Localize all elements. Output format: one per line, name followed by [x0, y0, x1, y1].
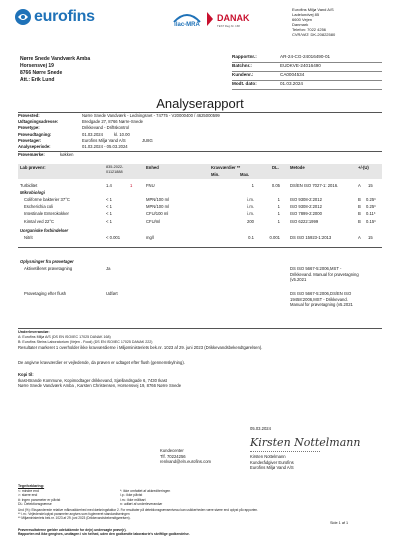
company-line: Telefon: 7022 4256 [292, 27, 327, 32]
param-unit: mg/l [146, 235, 154, 240]
meta-value: 01.03.2024 [280, 81, 303, 86]
report-meta [232, 54, 382, 90]
sample-info-extra: kl. 10.00 [114, 131, 130, 137]
param-value: < 1 [106, 204, 112, 210]
signer-block [250, 454, 294, 471]
sample-info-label: Udtagningsadresse: [18, 119, 59, 125]
param-unit: CFU/100 ml [146, 211, 169, 217]
param-method: ISO 6222:1999 [290, 218, 319, 224]
col-uncert-header: +/-(U) [358, 165, 369, 170]
param-unit: MPN/100 ml [146, 204, 170, 210]
param-max: 0.1 [248, 235, 254, 240]
footer-note: ** i.m.: Vejledende/oplyst parameter angives som fuglemeret standardiseringen [18, 512, 130, 517]
eurofins-logo [14, 8, 32, 31]
param-value: Ja [106, 266, 111, 271]
legend-item: n: udført af underleverandør [120, 501, 163, 506]
company-address [292, 7, 335, 37]
param-uncert: 0.25³ [366, 197, 376, 202]
sample-info-value: 01.03.2024 [82, 131, 103, 137]
sample-info-value: 01.03.2024 - 05.03.2024 [82, 143, 128, 149]
param-uncert: 0.11³ [366, 211, 376, 217]
addressee-attention: Att.: Erik Lund [20, 77, 55, 83]
col-limits-header: Kravværdier ** [211, 165, 241, 170]
param-value: < 1 [106, 197, 112, 202]
sample-mark-row [18, 152, 382, 158]
table-row [18, 266, 382, 290]
param-uncert: 0.25³ [366, 204, 376, 210]
company-line: Danmark [292, 22, 309, 27]
param-name: Kimtal ved 22°C [24, 218, 55, 224]
param-acc: B [358, 211, 361, 217]
meta-row [232, 54, 382, 63]
param-dl: 1 [277, 204, 280, 210]
sample-info-label: Prøvetager: [18, 137, 42, 143]
legend-item: i.p.: ikke påvist [120, 493, 143, 498]
signer-line: Eurofins Miljø Vand A/S [250, 465, 294, 471]
param-name: Intestinale Enterokokker [24, 211, 69, 217]
param-value: < 1 [106, 218, 112, 224]
param-max: i.m. [247, 211, 254, 217]
param-name: Coliforme bakterier 37°C [24, 197, 70, 202]
param-name: Nitrit [24, 235, 33, 240]
param-value: Udført [106, 291, 118, 296]
contact-line: Kundecenter [160, 448, 184, 453]
signer-line: Kunderådgiver Eurofins [250, 459, 294, 465]
table-row [18, 291, 382, 323]
param-acc: A [358, 235, 361, 240]
col-lab-header: Lab prøvenr: [20, 165, 46, 170]
param-method: DS ISO 15923-1:2013 [290, 235, 332, 240]
addressee-name: Nørre Snede Vandværk Amba [20, 56, 91, 62]
legend-block [18, 484, 44, 489]
copy-line: Nørre Snede Vandværk Amba , Karsten Christensen, Horsensvej 19, 8766 Nørre Snede [18, 383, 182, 389]
table-row [18, 204, 382, 211]
param-uncert: 15 [368, 183, 373, 188]
sample-info [18, 113, 382, 150]
copy-block [18, 372, 181, 389]
param-value: < 1 [106, 211, 112, 217]
legend-left [18, 489, 60, 506]
meta-value: AR-24-CG-24016490-01 [280, 54, 331, 59]
table-row [18, 219, 382, 226]
table-row [18, 197, 382, 204]
sample-mark-label: Prøvemærke: [18, 152, 45, 157]
svg-text:TEST Reg.Nr. 168: TEST Reg.Nr. 168 [217, 24, 240, 28]
param-dl: 1 [277, 211, 280, 217]
section-sampler-info: Oplysninger fra prøvetager [20, 259, 74, 264]
eurofins-emblem-icon [14, 8, 32, 26]
copy-title: Kopi til: [18, 372, 34, 377]
param-method: DS/EN ISO 7027-1: 2016. [290, 183, 339, 188]
meta-row [232, 63, 382, 72]
param-method: ISO 7899-2:2000 [290, 211, 322, 217]
addressee-street: Horsensvej 19 [20, 63, 54, 69]
param-value: < 0.001 [106, 235, 121, 240]
company-line: 6600 Vejen [292, 17, 313, 22]
legend-item: i.m.: ikke målbart [120, 497, 146, 502]
legend-title: Tegnforklaring: [18, 484, 45, 488]
param-name: Escherichia coli [24, 204, 54, 210]
footer-note: Und (%): Ekspanderede relative måleusikkerhed med dækningsfaktor 2. For resultater på detektionsgrænseniveau kan usikkerheden være større end oplyst på rapporten. [18, 508, 259, 512]
col-min-header: Min. [211, 172, 220, 177]
legend-item: >: større end [18, 493, 38, 498]
contact-line: renlvand@eln.eurofins.com [160, 459, 212, 465]
param-dl: 1 [277, 218, 280, 224]
addressee-city: 8766 Nørre Snede [20, 70, 63, 76]
col-max-header: Max. [240, 172, 250, 177]
param-method: ISO 9308-2:2012 [290, 204, 322, 210]
table-row [18, 235, 382, 242]
table-row [18, 183, 382, 190]
param-method: DS ISO 5667-5:2006,DS/EN ISO 19458:2006,MST - Drikkevand. Manual for prøvetagning (v5.2021 [290, 291, 353, 308]
subcontractor-line: B: Eurofins Steins Laboratorium (Vejen - Food) (DS EN ISO/IEC 17025 DANAK 222) [18, 339, 153, 344]
meta-value: CA0004534 [280, 72, 305, 77]
param-acc: A [358, 183, 361, 188]
param-dl: 0.001 [269, 235, 280, 240]
sample-info-row [18, 144, 382, 150]
sample-info-value: Eurofins Miljø Vand A/S [82, 137, 126, 143]
param-unit: FNU [146, 183, 155, 188]
meta-label: Batchnr.: [232, 63, 252, 68]
limit-exceeded-flag: 1 [130, 183, 133, 188]
param-acc: B [358, 197, 361, 202]
micro-rows [18, 197, 382, 226]
param-value: 1.4 [106, 183, 112, 188]
param-unit: CFU/ml [146, 218, 161, 224]
legend-right [120, 489, 170, 506]
sample-info-label: Analyseperiode: [18, 143, 51, 149]
param-max: 200 [247, 218, 254, 224]
divider [18, 247, 382, 248]
results-table-header [18, 164, 382, 179]
divider [18, 328, 382, 329]
sign-date: 05.03.2024 [250, 426, 271, 431]
param-method: DS ISO 5667-5:2006,MST - Drikkevand. Manual for prøvetagning (v5.2021 [290, 266, 359, 283]
subcontractor-block [18, 330, 152, 344]
param-uncert: 15 [368, 235, 373, 240]
contact-block [160, 448, 211, 465]
col-labno-header: 835-2022- 01121888 [106, 165, 124, 174]
param-dl: 0.05 [271, 183, 280, 188]
sample-info-value: Nørre Snede Vandværk - Ledningsnet - 74775 - V20000400 / 4625000599 [82, 113, 220, 118]
param-max: i.m. [247, 197, 254, 202]
ilac-mra-logo [172, 10, 202, 28]
section-micro: Mikrobiologi [20, 190, 45, 195]
contact-line: Tlf. 70224256 [160, 453, 186, 459]
param-dl: 1 [277, 197, 280, 202]
report-title: Analyserapport [156, 96, 244, 111]
danak-logo [205, 9, 255, 31]
section-inorganic: Uorganiske forbindelser [20, 228, 69, 233]
company-line: Eurofins Miljø Vand A/S [292, 7, 334, 12]
meta-row [232, 72, 382, 81]
param-max: 1 [251, 183, 254, 188]
param-max: i.m. [247, 204, 254, 210]
signature-line [250, 451, 320, 452]
eurofins-wordmark: eurofins [34, 8, 95, 25]
meta-value: EUDKVE-24016490 [280, 63, 321, 68]
sample-info-label: Prøveudtagning: [18, 131, 52, 137]
param-name: Turbiditet [20, 183, 38, 188]
sample-mark-value: køkken [60, 152, 74, 157]
param-name: Prøvetaging efter flush [24, 291, 67, 296]
legend-item: <: mindre end [18, 489, 39, 493]
sample-info-label: Prøvetype: [18, 125, 40, 131]
addressee-block [20, 56, 90, 84]
company-line: Ladelundvej 85 [292, 12, 320, 17]
svg-text:ilac-MRA: ilac-MRA [174, 22, 200, 28]
sample-info-extra: JU8G [142, 137, 153, 143]
legend-item: *: ikke omfattet af akkrediteringen [120, 489, 171, 493]
footer-notes [18, 508, 382, 521]
footer-bold-line: Prøveresultaterne gælder udelukkende for de(n) undersøgte prøve(r). [18, 528, 127, 532]
footer-bold [18, 528, 382, 537]
col-method-header: Metode [290, 165, 305, 170]
param-unit: MPN/100 ml [146, 197, 170, 202]
sample-info-label: Prøvested: [18, 113, 40, 118]
result-note: Resultater markeret 1 overholder ikke kravværdierne i Miljøministeriets bek.nr. 1023 af 29. juni 2023 (Drikkevandsbekendtgørelsen). [18, 345, 263, 350]
table-row [18, 211, 382, 218]
param-acc: B [358, 218, 361, 224]
col-unit-header: Enhed [146, 165, 159, 170]
subcontractor-line: A: Eurofins Miljø A/S (DS EN ISO/IEC 17025 DANAK 168) [18, 335, 111, 339]
sample-info-value: Drikkevand - Driftskontrol [82, 125, 130, 131]
signature: Kirsten Nottelmann [250, 436, 361, 449]
param-method: ISO 9308-2:2012 [290, 197, 322, 202]
param-name: Aktivetilleret prøvetagning [24, 266, 73, 271]
param-acc: B [358, 204, 361, 210]
copy-line: Ikast-Brande Kommune, Kopimodtager drikkevand, Sjællandsgade 6, 7430 Ikast [18, 377, 167, 383]
meta-label: Rapportnr.: [232, 54, 257, 59]
subcontractor-title: Underleverandør: [18, 330, 50, 334]
col-dl-header: DL. [272, 165, 279, 170]
legend-item: #: ingen parameter er påvist [18, 497, 61, 502]
footer-note: ** Miljøministeriets bek.nr. 1023 af 29. juni 2023 (Drikkevandsbekendtgørelsen). [18, 516, 131, 521]
page-number: Side 1 af 1 [330, 521, 349, 525]
advisory-note: De angivne kravværdier er vejledende, da prøven er udtaget efter flush (gennemskylning). [18, 360, 185, 365]
signer-line: Kirsten Nottelmann [250, 454, 286, 459]
meta-label: Modt. dato: [232, 81, 257, 86]
svg-text:DANAK: DANAK [217, 13, 250, 23]
footer-bold-line: Rapporten må ikke gengives, undtagen i sin helhed, uden den godkendte laboratorie's skriftlige godkendelse. [18, 532, 190, 537]
param-uncert: 0.15³ [366, 218, 376, 224]
meta-row [232, 81, 382, 90]
company-line: CVR/VAT: DK-20822580 [292, 32, 336, 37]
legend-item: DL: Detektionsgrænse [18, 501, 52, 506]
sample-info-value: Bredgade 27, 8766 Nørre-Snede [82, 119, 143, 125]
meta-label: Kundenr.: [232, 72, 254, 77]
